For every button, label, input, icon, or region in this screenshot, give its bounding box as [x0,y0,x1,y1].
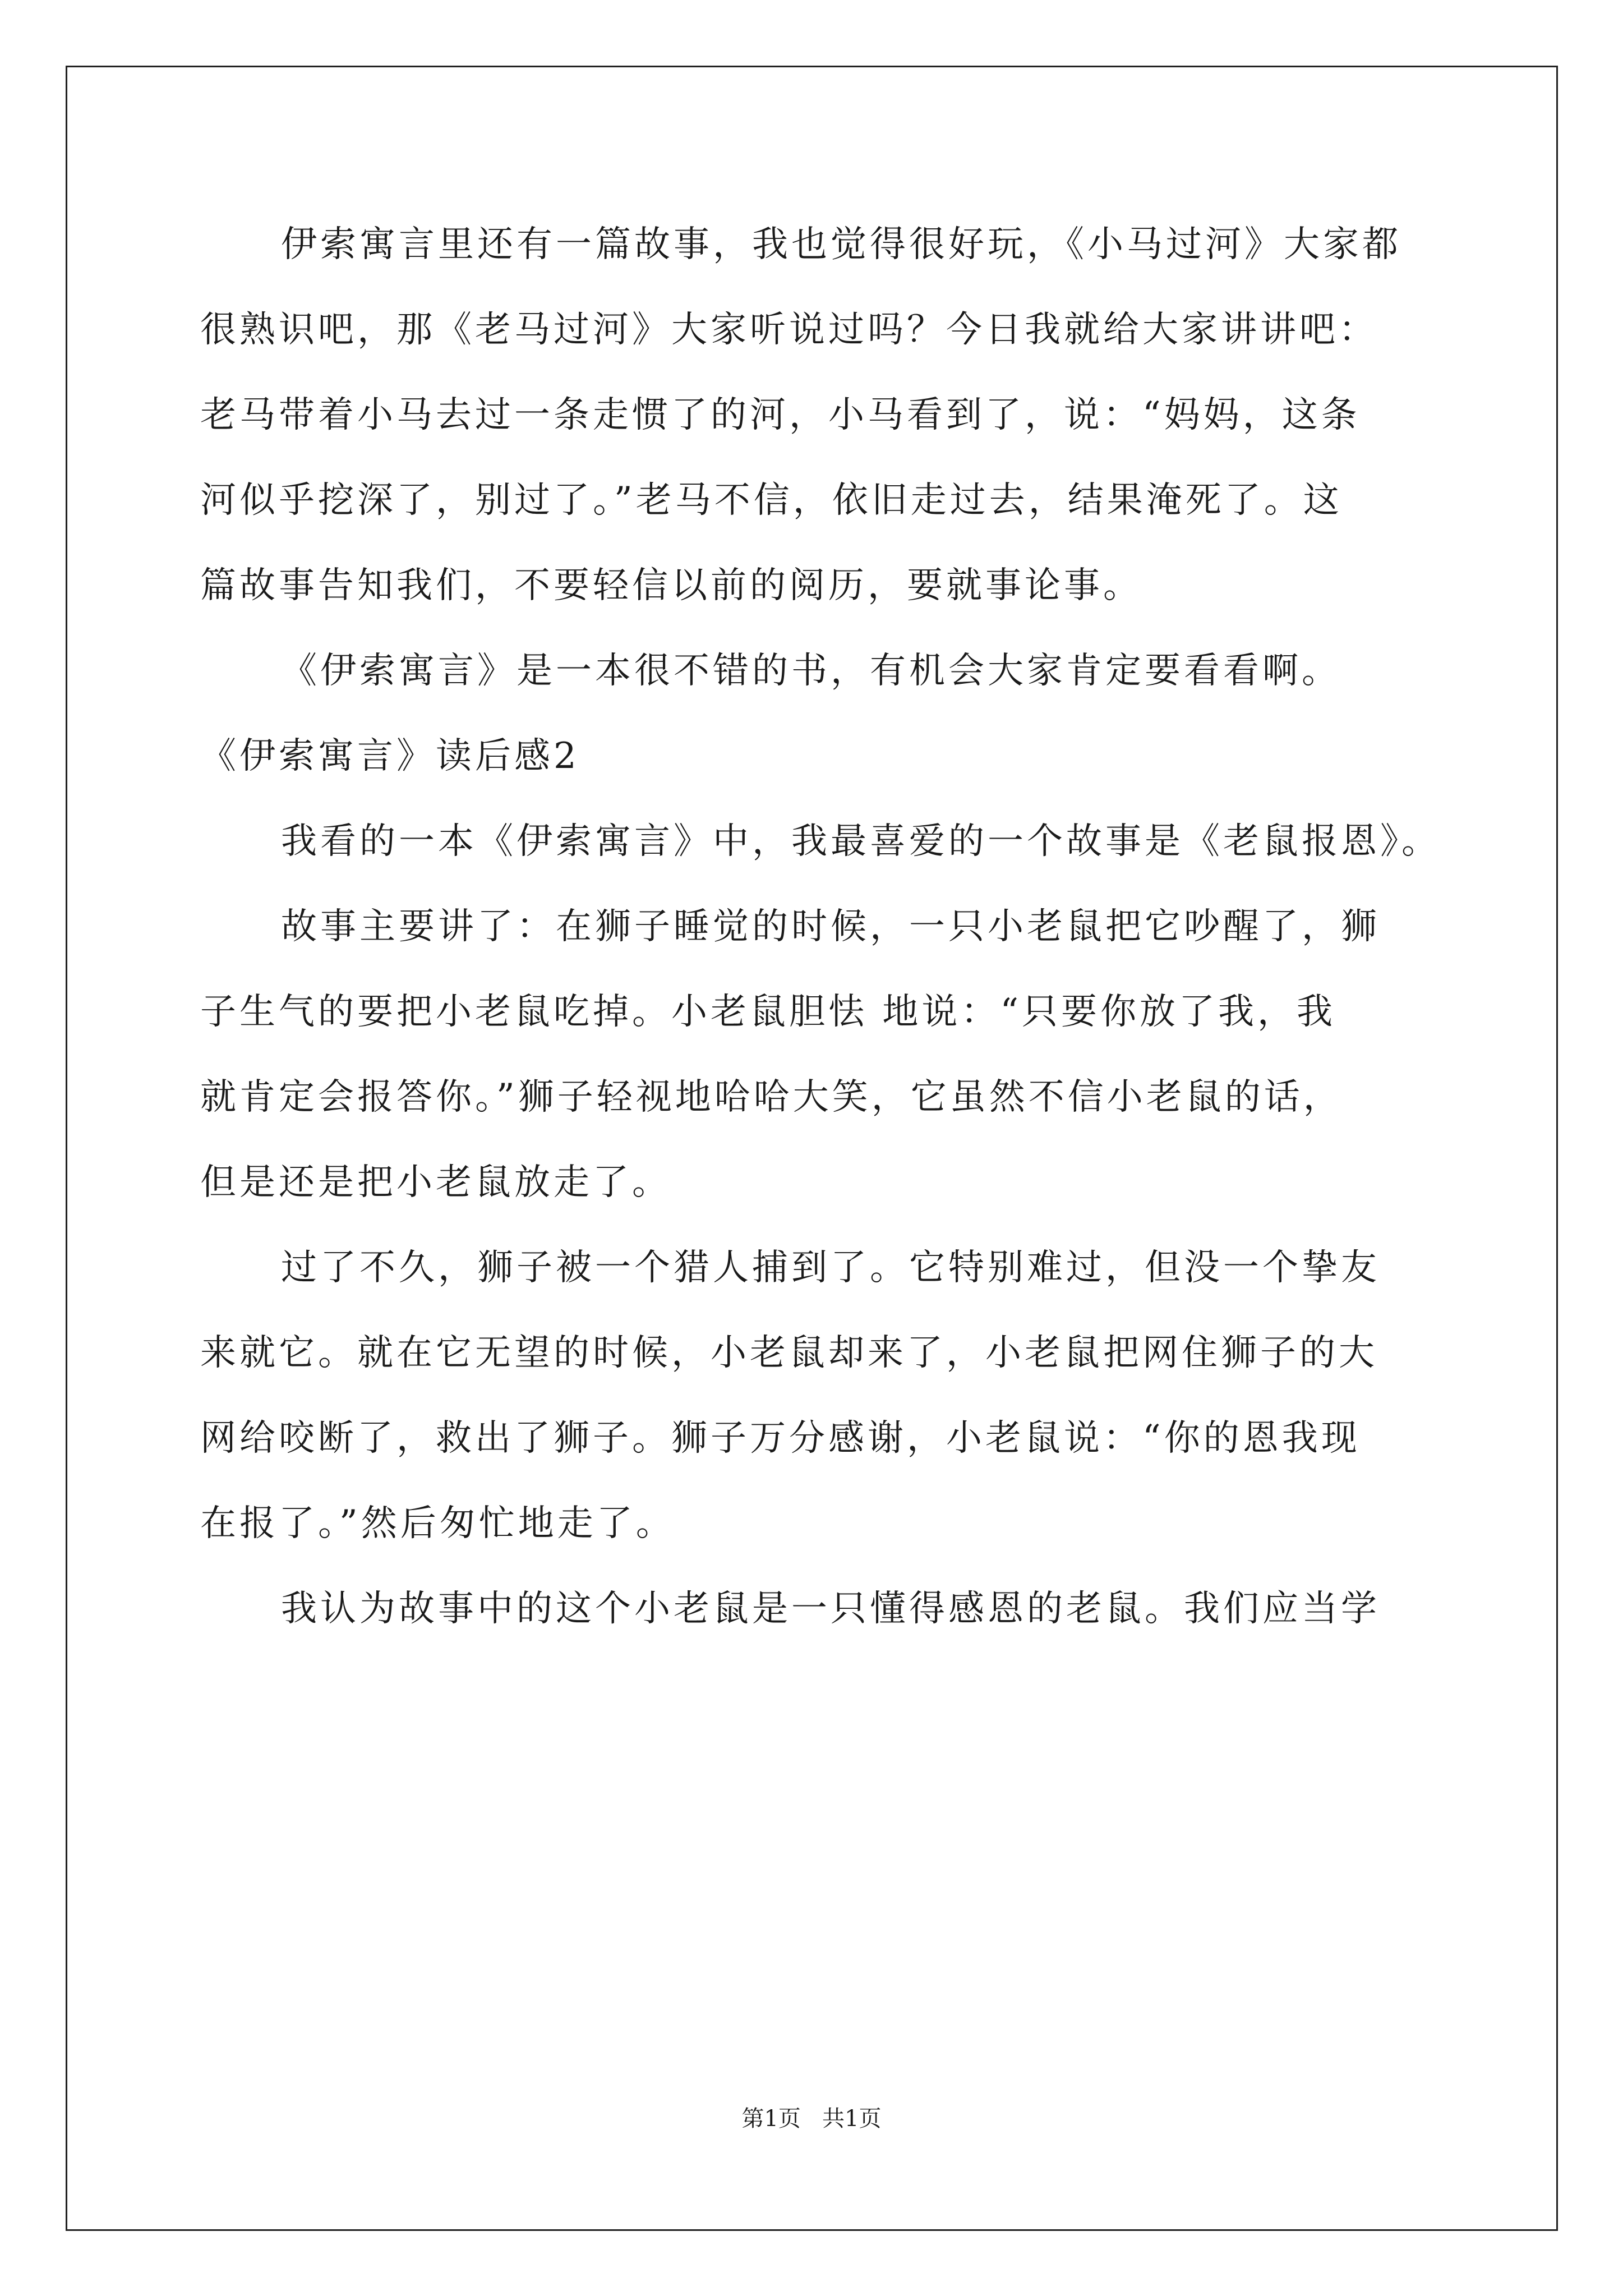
text-line: 河似乎挖深了，别过了。”老马不信，依旧走过去，结果淹死了。这 [200,480,1343,521]
text-line: 过了不久，狮子被一个猎人捕到了。它特别难过，但没一个挚友 [281,1247,1380,1289]
text-line: 网给咬断了，救出了狮子。狮子万分感谢，小老鼠说：“你的恩我现 [200,1418,1361,1459]
text-line: 但是还是把小老鼠放走了。 [200,1162,671,1203]
text-line: 我看的一本《伊索寓言》中，我最喜爱的一个故事是《老鼠报恩》。 [281,821,1441,862]
text-line: 很熟识吧，那《老马过河》大家听说过吗？今日我就给大家讲讲吧： [200,309,1378,351]
text-line: 故事主要讲了：在狮子睡觉的时候，一只小老鼠把它吵醒了，狮 [281,906,1380,947]
document-body [200,202,1456,1651]
text-line: 子生气的要把小老鼠吃掉。小老鼠胆怯 地说：“只要你放了我，我 [200,991,1336,1033]
text-line: 篇故事告知我们，不要轻信以前的阅历，要就事论事。 [200,565,1142,606]
text-line: 《伊索寓言》是一本很不错的书，有机会大家肯定要看看啊。 [281,650,1341,692]
text-line: 老马带着小马去过一条走惯了的河，小马看到了，说：“妈妈，这条 [200,394,1361,436]
page-number: 第1页 共1页 [741,2106,882,2132]
text-line: 伊索寓言里还有一篇故事，我也觉得很好玩，《小马过河》大家都 [281,224,1401,265]
section-heading: 《伊索寓言》读后感2 [200,735,580,777]
text-line: 就肯定会报答你。”狮子轻视地哈哈大笑，它虽然不信小老鼠的话， [200,1076,1343,1118]
text-line: 我认为故事中的这个小老鼠是一只懂得感恩的老鼠。我们应当学 [281,1588,1380,1630]
text-line: 在报了。”然后匆忙地走了。 [200,1503,675,1544]
text-line: 来就它。就在它无望的时候，小老鼠却来了，小老鼠把网住狮子的大 [200,1332,1378,1374]
